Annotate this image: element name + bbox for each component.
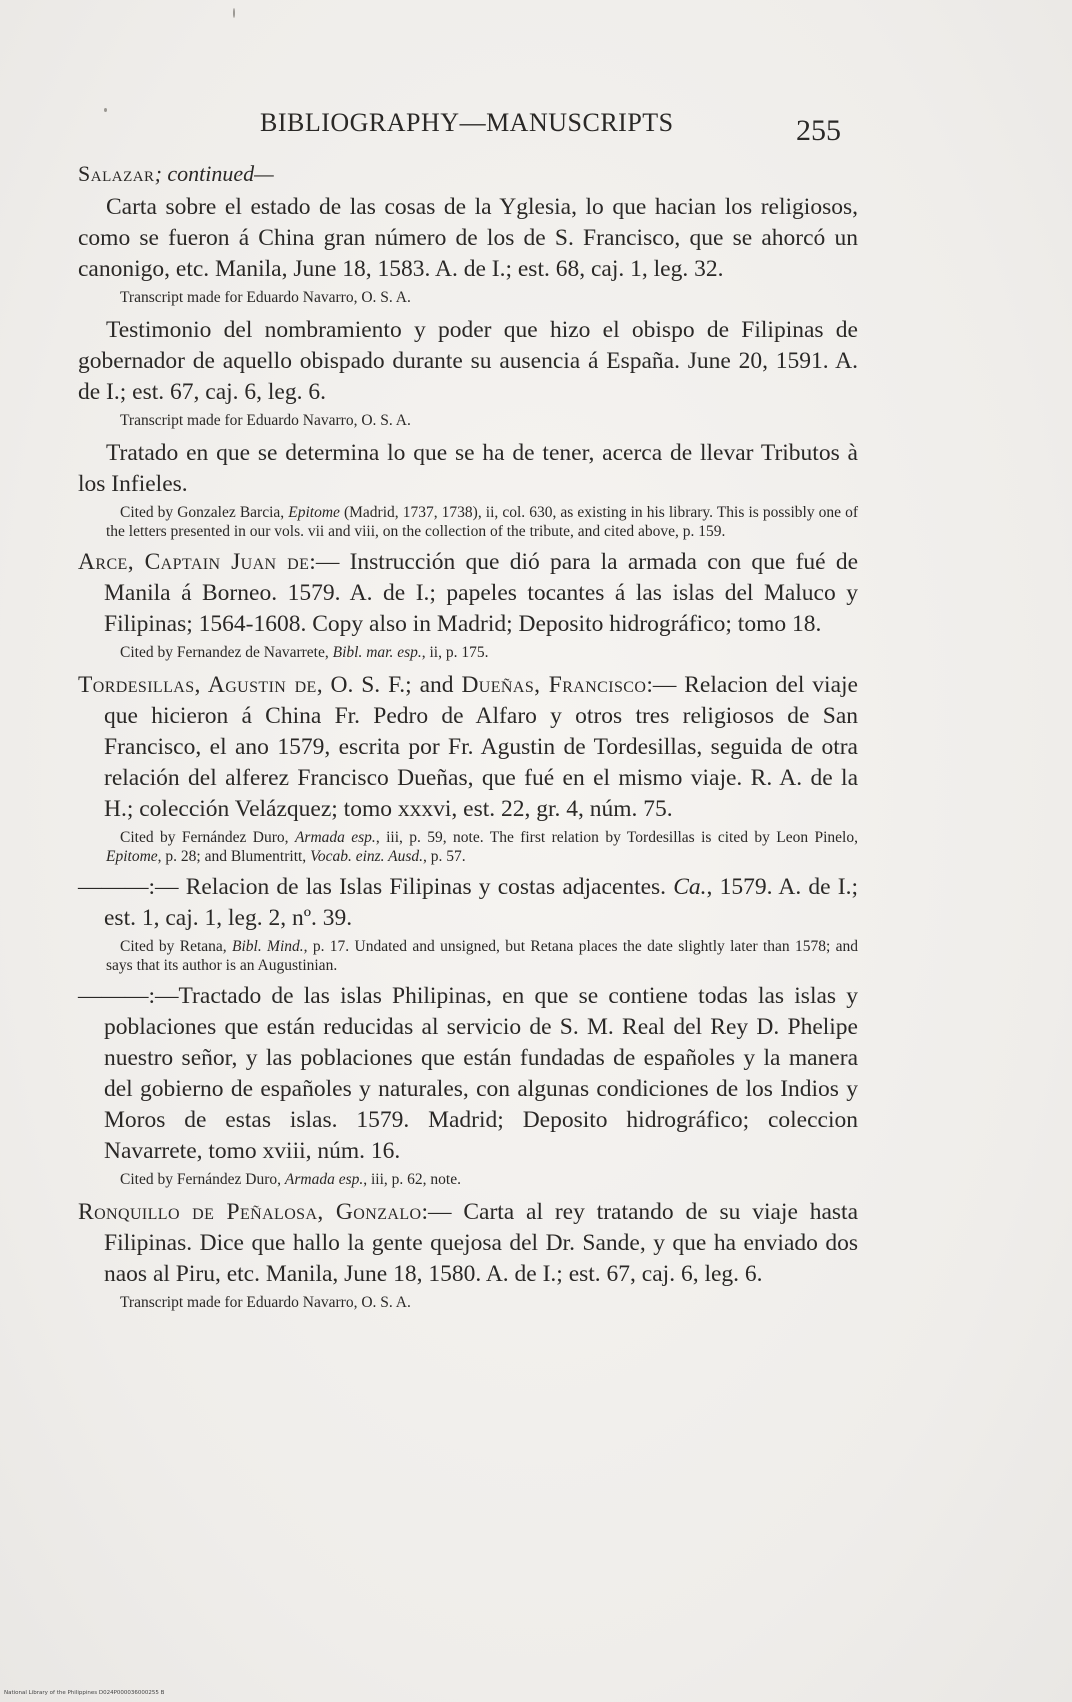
entry-text: —Tractado de las islas Philipinas, en que se contiene todas las islas y poblaciones que están reducidas al servicio de S. M. Real del Rey D. Phelipe nuestro señor, y las poblaciones que están fundadas de españoles y la manera del gobierno de españoles y naturales, con algunas condiciones de los Indios y Moros de estas islas. 1579. Madrid; Deposito hidrográfico; coleccion Navarrete, tomo xviii, núm. 16. [104,983,858,1164]
entry-text: :— Relacion del viaje que hicieron á China Fr. Pedro de Alfaro y otros tres religiosos de San Francisco, el ano 1579, escrita por Fr. Agustin de Tordesillas, seguida de otra relación del alferez Francisco Dueñas, que fué en el mismo viaje. R. A. de la H.; colección Velázquez; tomo xxxvi, est. 22, gr. 4, núm. 75. [104,672,858,822]
note-title: Bibl. mar. esp. [332,644,422,661]
note-text: (Madrid, 1737, 1738), ii, col. 630, as existing in his library. This is possibly one of the letters presented in our vols. vii and viii, on the collection of the tribute, and cited above, p. 159. [106,504,859,540]
ditto-dash: ———: [78,874,156,900]
note-text: , iii, p. 59, note. The first relation by Tordesillas is cited by Leon Pinelo, [375,829,858,846]
citation-note [78,643,858,662]
citation-note [78,828,858,866]
note-title: Armada esp. [284,1171,364,1188]
note-title: Vocab. einz. Ausd. [310,848,424,865]
entry-heading-salazar [78,158,858,190]
author-name: Dueñas, Francisco [461,672,647,698]
running-title: BIBLIOGRAPHY—MANUSCRIPTS [260,108,674,137]
citation-note [78,937,858,975]
page-number: 255 [796,114,841,147]
manuscript-entry: Carta sobre el estado de las cosas de la Yglesia, lo que hacian los religiosos, como se fueron á China gran número de los de S. Francisco, que se ahorcó un canonigo, etc. Manila, June 18, 1583. A. de I.; est. 68, caj. 1, leg. 32. [78,194,858,282]
entry-text: :— Carta al rey tratando de su viaje hasta Filipinas. Dice que hallo la gente quejosa del Dr. Sande, y que ha enviado dos naos al Piru, etc. Manila, June 18, 1580. A. de I.; est. 67, caj. 6, leg. 6. [104,1199,858,1287]
note-title: Epitome [106,848,158,865]
manuscript-entry: Testimonio del nombramiento y poder que hizo el obispo de Filipinas de gobernador de aquello obispado durante su ausencia á España. June 20, 1591. A. de I.; est. 67, caj. 6, leg. 6. [78,317,858,405]
scan-credit: National Library of the Philippines D024P000036000255 B [4,1690,165,1696]
citation-note: Transcript made for Eduardo Navarro, O. S. A. [120,412,411,429]
note-title: Bibl. Mind. [232,938,304,955]
manuscript-entry-tordesillas [78,670,858,825]
citation-note: Transcript made for Eduardo Navarro, O. S. A. [120,289,411,306]
note-title: Armada esp. [294,829,376,846]
note-text: , p. 57. [423,848,466,865]
author-name: Ronquillo de Peñalosa, Gonzalo [78,1199,422,1225]
manuscript-entry-tractado [78,981,858,1167]
note-text: , ii, p. 175. [421,644,489,661]
note-title: Epitome [288,504,340,521]
note-text: Cited by Gonzalez Barcia, [120,504,289,521]
manuscript-entry-arce [78,547,858,640]
note-text: Cited by Fernández Duro, [120,829,295,846]
manuscript-entry-ronquillo [78,1197,858,1290]
note-text: Cited by Fernández Duro, [120,1171,285,1188]
ditto-dash: ———: [78,983,156,1009]
circa-label: Ca. [673,874,707,900]
entry-text: — Relacion de las Islas Filipinas y costas adjacentes. [155,874,674,900]
entry-text: :— Instrucción que dió para la armada con que fué de Manila á Borneo. 1579. A. de I.; papeles tocantes á las islas del Maluco y Filipinas; 1564-1608. Copy also in Madrid; Deposito hidrográfico; tomo 18. [104,549,859,637]
entry-text: , 1579. A. de I.; est. 1, caj. 1, leg. 2, nº. 39. [104,874,858,931]
manuscript-entry-relacion [78,872,858,934]
note-text: , iii, p. 62, note. [363,1171,461,1188]
citation-note [78,503,858,541]
note-text: Cited by Retana, [120,938,232,955]
citation-note [78,1170,858,1189]
note-text: , p. 17. Undated and unsigned, but Retana places the date slightly later than 1578; and says that its author is an Augustinian. [106,938,858,974]
note-text: , p. 28; and Blumentritt, [157,848,311,865]
entry-text: , O. S. F.; and [316,672,462,698]
page-header [0,108,1072,148]
manuscript-entry: Tratado en que se determina lo que se ha de tener, acerca de llevar Tributos à los Infieles. [78,440,858,497]
bibliography-content [78,158,858,1320]
continued-label: ; continued— [154,161,274,186]
author-name: Tordesillas, Agustin de [78,672,317,698]
author-name: Salazar [78,161,155,186]
citation-note: Transcript made for Eduardo Navarro, O. S. A. [120,1294,411,1311]
note-text: Cited by Fernandez de Navarrete, [120,644,333,661]
ink-speck [233,8,235,18]
author-name: Arce, Captain Juan de [78,549,310,575]
